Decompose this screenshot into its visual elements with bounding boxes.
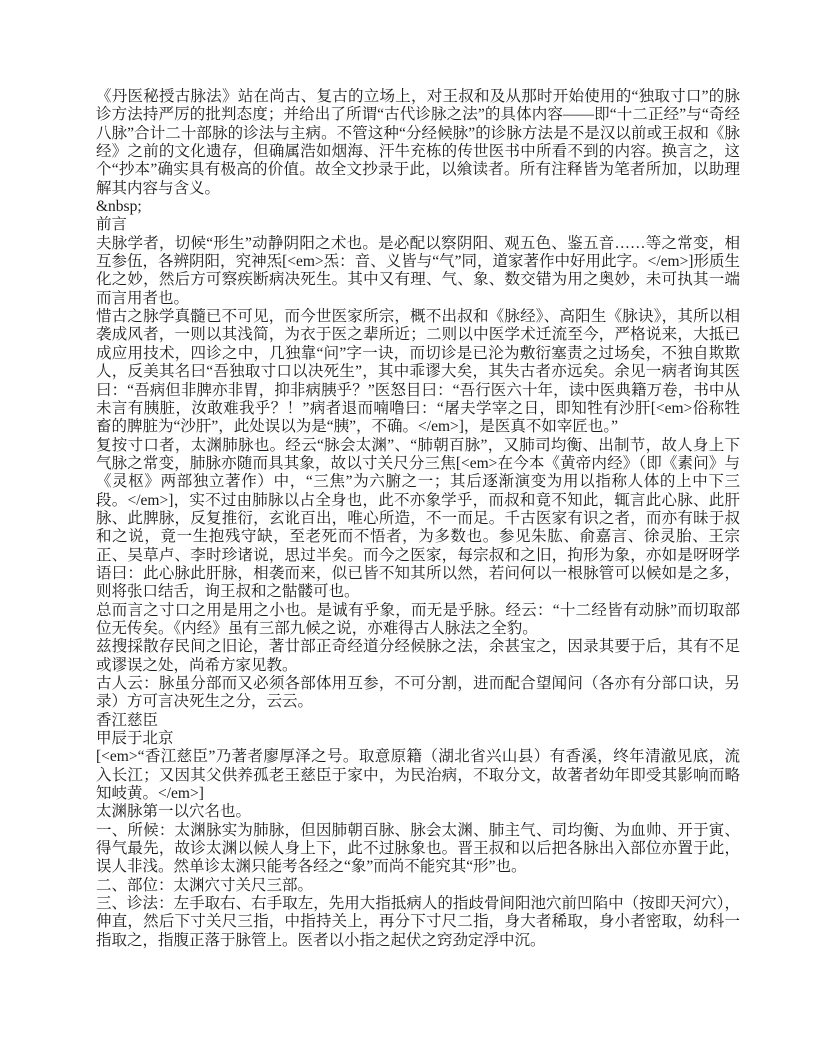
intro-commentary-paragraph: 《丹医秘授古脉法》站在尚古、复古的立场上，对王叔和及从那时开始使用的“独取寸口”的脉诊方法持严厉的批判态度；并给出了所谓“古代诊脉之法”的具体内容——即“十二正经”与“奇经八脉”合计二十部脉的诊法与主病。不管这种“分经候脉”的诊脉方法是不是汉以前或王叔和《脉经》之前的文化遗存，但确属浩如烟海、汗牛充栋的传世医书中所看不到的内容。换言之，这个“抄本”确实具有极高的价值。故全文抄录于此，以飨读者。所有注释皆为笔者所加，以助理解其内容与含义。 xyxy=(96,88,740,197)
preface-paragraph-1: 夫脉学者，切候“形生”动静阴阳之术也。是必配以察阴阳、观五色、鉴五音……等之常变，相互参伍，各辨阴阳，究神炁[<em>炁：音、义皆与“气”同，道家著作中好用此字。</em>]形质生化之妙，然后方可察疾断病决死生。其中又有理、气、象、数交错为用之奥妙，未可执其一端而言用者也。 xyxy=(96,234,740,307)
preface-paragraph-4: 总而言之寸口之用是用之小也。是诚有乎象，而无是乎脉。经云：“十二经皆有动脉”而切取部位无传矣。《内经》虽有三部九候之说，亦难得古人脉法之全豹。 xyxy=(96,601,740,637)
preface-paragraph-3: 复按寸口者，太渊肺脉也。经云“脉会太渊”、“肺朝百脉”，又肺司均衡、出制节，故人身上下气脉之常变，肺脉亦随而具其象，故以寸关尺分三焦[<em>在今本《黄帝内经》（即《素问》与《灵枢》两部独立著作）中，“三焦”为六腑之一；其后逐渐演变为用以指称人体的上中下三段。</em>]，实不过由肺脉以占全身也，此不亦象学乎，而叔和竟不知此，辄言此心脉、此肝脉、此脾脉，反复推衍，玄讹百出，唯心所造，不一而足。千古医家有识之者，而亦有昧于叔和之说，竟一生抱残守缺，至老死而不悟者，为多数也。参见朱肱、俞嘉言、徐灵胎、王宗正、吴草卢、李时珍诸说，思过半矣。而今之医家，每宗叔和之旧，拘形为象，亦如是呀呀学语曰：此心脉此肝脉，相袭而来，似已皆不知其所以然，若问何以一根脉管可以候如是之多，则将张口结舌，询王叔和之骷髅可也。 xyxy=(96,436,740,601)
document-body-text xyxy=(96,88,740,950)
preface-heading: 前言 xyxy=(96,216,128,234)
nbsp-placeholder-line: &nbsp; xyxy=(96,198,142,216)
date-place-line: 甲辰于北京 xyxy=(96,730,174,748)
item-zhenfa-paragraph: 三、诊法：左手取右、右手取左，先用大指抵病人的指歧骨间阳池穴前凹陷中（按即天河穴），伸直，然后下寸关尺三指，中指持关上，再分下寸尺二指，身大者稀取，身小者密取，幼科一指取之，指腹正落于脉管上。医者以小指之起伏之窍劲定浮中沉。 xyxy=(96,895,740,949)
item-buwei-paragraph: 二、部位：太渊穴寸关尺三部。 xyxy=(96,876,314,894)
author-annotation-paragraph: [<em>“香江慈臣”乃著者廖厚泽之号。取意原籍（湖北省兴山县）有香溪，终年清澈见底，流入长江；又因其父供养孤老王慈臣于家中，为民治病，不取分文，故著者幼年即受其影响而略知岐黄。</em>] xyxy=(96,748,740,803)
author-signature-line: 香江慈臣 xyxy=(96,711,159,729)
preface-paragraph-6: 古人云：脉虽分部而又必须各部体用互参，不可分割，进而配合望闻问（各亦有分部口诀，另录）方可言决死生之分，云云。 xyxy=(96,675,740,711)
item-suohou-paragraph: 一、所候：太渊脉实为肺脉，但因肺朝百脉、脉会太渊、肺主气、司均衡、为血帅、开于寅、得气最先，故诊太渊以候人身上下，此不过脉象也。晋王叔和以后把各脉出入部位亦置于此，误人非浅。然单诊太渊只能考各经之“象”而尚不能究其“形”也。 xyxy=(96,821,740,876)
preface-paragraph-5: 兹搜採散存民间之旧论，著廿部正奇经道分经候脉之法，余甚宝之，因录其要于后，其有不足或谬误之处，尚希方家见教。 xyxy=(96,638,740,674)
section-title-taiyuan: 太渊脉第一以穴名也。 xyxy=(96,803,252,821)
preface-paragraph-2: 惜古之脉学真髓已不可见，而今世医家所宗，概不出叔和《脉经》、高阳生《脉诀》，其所以相袭成风者，一则以其浅简，为衣于医之辈所近；二则以中医学术迁流至今，严格说来，大抵已成应用技术，四诊之中，几独靠“问”字一诀，而切诊是已沦为敷衍塞责之过场矣，不独自欺欺人，反美其名曰“吾独取寸口以决死生”，其中乖谬大矣，其失古者亦远矣。余见一病者询其医曰：“吾病但非脾亦非胃，抑非病胰乎？”医怒目曰：“吾行医六十年，读中医典籍万卷，书中从未言有胰脏，汝敢难我乎？！”病者退而喃噜曰：“屠夫学宰之日，即知牲有沙肝[<em>俗称牲畜的脾脏为“沙肝”，此处误以为是“胰”，不确。</em>]，是医真不如宰匠也。” xyxy=(96,308,740,436)
